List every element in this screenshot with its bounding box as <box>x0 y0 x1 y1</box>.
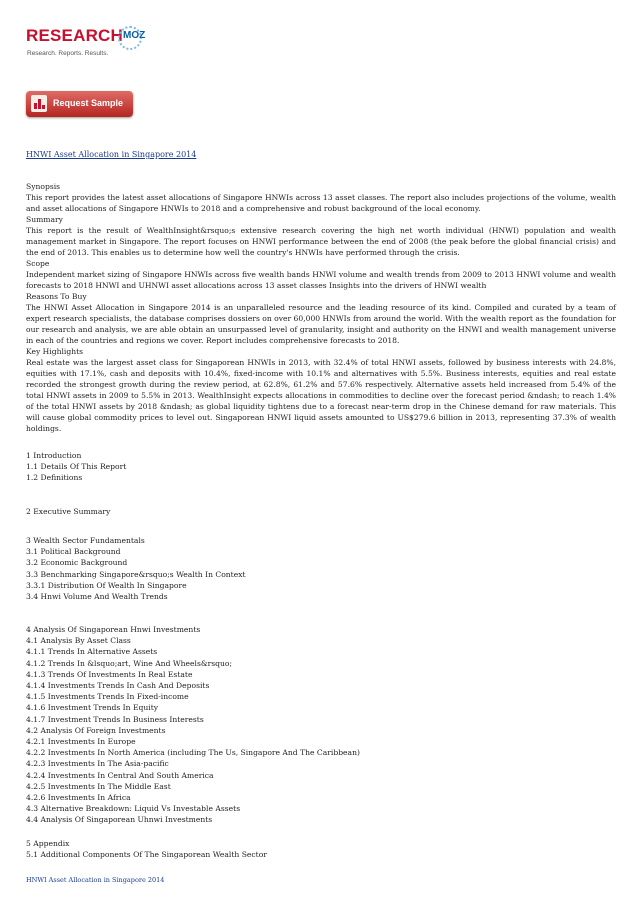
toc-item: 4.1.3 Trends Of Investments In Real Estate <box>26 669 193 679</box>
toc-item: 4.2 Analysis Of Foreign Investments <box>26 725 166 735</box>
toc-item: 4.1 Analysis By Asset Class <box>26 636 131 646</box>
synopsis-text: This report provides the latest asset allocations of Singapore HNWIs across 13 asset classes. The report also includes projections of the volume, wealth and asset allocations of Singapore HNWIs to 2018 and a comprehensive and robust background of the local economy. <box>26 193 616 213</box>
researchmoz-logo[interactable] <box>26 26 146 66</box>
highlights-text: Real estate was the largest asset class for Singaporean HNWIs in 2013, with 32.4% of total HNWI assets, followed by business interests with 24.8%, equities with 17.1%, cash and deposits with 10.4%, fixed-income with 10.1% and alternatives with 5.5%. Business interests, equities and real estate recorded the strongest growth during the review period, at 62.8%, 61.2% and 57.6% respectively. Alternative assets held increased from 5.4% of the total HNWI assets in 2009 to 5.5% in 2013. WealthInsight expects allocations in commodities to decline over the forecast period &ndash; to reach 1.4% of the total HNWI assets by 2018 &ndash; as global liquidity tightens due to a forecast near-term drop in the Chinese demand for raw materials. This will cause global commodity prices to level out. Singaporean HNWI liquid assets amounted to US$279.6 billion in 2013, representing 37.3% of wealth holdings. <box>26 358 616 433</box>
toc-item: 4.2.6 Investments In Africa <box>26 793 131 803</box>
toc-item: 4.1.5 Investments Trends In Fixed-income <box>26 692 189 702</box>
summary-heading: Summary <box>26 215 63 224</box>
report-icon <box>31 95 47 112</box>
toc-item: 3.3.1 Distribution Of Wealth In Singapore <box>26 580 187 590</box>
toc-item: 3.3 Benchmarking Singapore&rsquo;s Wealth In Context <box>26 569 246 579</box>
toc-item: 4.1.4 Investments Trends In Cash And Deposits <box>26 681 210 691</box>
toc-item: 5 Appendix <box>26 839 70 848</box>
highlights-heading: Key Highlights <box>26 347 84 356</box>
synopsis-heading: Synopsis <box>26 182 61 191</box>
toc-section-4 <box>26 624 606 826</box>
toc-item: 3.1 Political Background <box>26 547 121 557</box>
request-sample-label: Request Sample <box>53 98 124 108</box>
summary-text: This report is the result of WealthInsight&rsquo;s extensive research covering the high net worth individual (HNWI) population and wealth management market in Singapore. The report focuses on HNWI performance between the end of 2008 (the peak before the global financial crisis) and the end of 2013. This enables us to determine how well the country's HNWIs have performed through the crisis. <box>26 226 616 257</box>
toc-item: 4.1.2 Trends In &lsquo;art, Wine And Wheels&rsquo; <box>26 658 233 668</box>
toc-item: 4.1.6 Investment Trends In Equity <box>26 703 159 713</box>
toc-item: 4 Analysis Of Singaporean Hnwi Investments <box>26 625 201 634</box>
reasons-text: The HNWI Asset Allocation in Singapore 2014 is an unparalleled resource and the leading resource of its kind. Compiled and curated by a team of expert research specialists, the database comprises dossiers on over 60,000 HNWIs from around the world. With the wealth report as the foundation for our research and analysis, we are able obtain an unsurpassed level of granularity, insight and authority on the HNWI and wealth management universe in each of the countries and regions we cover. Report includes comprehensive forecasts to 2018. <box>26 303 616 345</box>
toc-section-5 <box>26 838 606 860</box>
report-description <box>26 181 616 434</box>
toc-item: 4.2.4 Investments In Central And South America <box>26 770 214 780</box>
toc-item: 1.1 Details Of This Report <box>26 462 127 472</box>
toc-item: 4.3 Alternative Breakdown: Liquid Vs Investable Assets <box>26 804 241 814</box>
toc-section-2 <box>26 506 606 517</box>
scope-text: Independent market sizing of Singapore HNWIs across five wealth bands HNWI volume and wealth trends from 2009 to 2013 HNWI volume and wealth forecasts to 2018 HNWI and UHNWI asset allocations across 13 asset classes Insights into the drivers of HNWI wealth <box>26 270 616 290</box>
scope-heading: Scope <box>26 259 50 268</box>
toc-item: 4.4 Analysis Of Singaporean Uhnwi Investments <box>26 815 213 825</box>
toc-section-3 <box>26 535 606 602</box>
toc-item: 4.1.1 Trends In Alternative Assets <box>26 647 158 657</box>
reasons-heading: Reasons To Buy <box>26 292 87 301</box>
toc-section-1 <box>26 450 606 484</box>
logo-moz: MOZ <box>123 30 146 41</box>
footer-title: HNWI Asset Allocation in Singapore 2014 <box>26 876 165 884</box>
toc-item: 4.1.7 Investment Trends In Business Interests <box>26 714 204 724</box>
toc-item: 4.2.1 Investments In Europe <box>26 737 136 747</box>
toc-item: 4.2.5 Investments In The Middle East <box>26 781 171 791</box>
toc-item: 4.2.3 Investments In The Asia-pacific <box>26 759 169 769</box>
toc-item: 2 Executive Summary <box>26 507 111 516</box>
toc-item: 3.4 Hnwi Volume And Wealth Trends <box>26 592 168 602</box>
logo-wordmark: RESEARCH <box>26 26 124 45</box>
logo-tagline: Research. Reports. Results. <box>27 50 109 57</box>
report-title-link[interactable]: HNWI Asset Allocation in Singapore 2014 <box>26 150 197 159</box>
toc-item: 3 Wealth Sector Fundamentals <box>26 536 145 545</box>
toc-item: 4.2.2 Investments In North America (including The Us, Singapore And The Caribbean) <box>26 748 360 758</box>
toc-item: 3.2 Economic Background <box>26 558 128 568</box>
toc-item: 1.2 Definitions <box>26 473 83 483</box>
toc-item: 1 Introduction <box>26 451 82 460</box>
request-sample-button[interactable] <box>26 91 133 117</box>
toc-item: 5.1 Additional Components Of The Singaporean Wealth Sector <box>26 850 267 860</box>
